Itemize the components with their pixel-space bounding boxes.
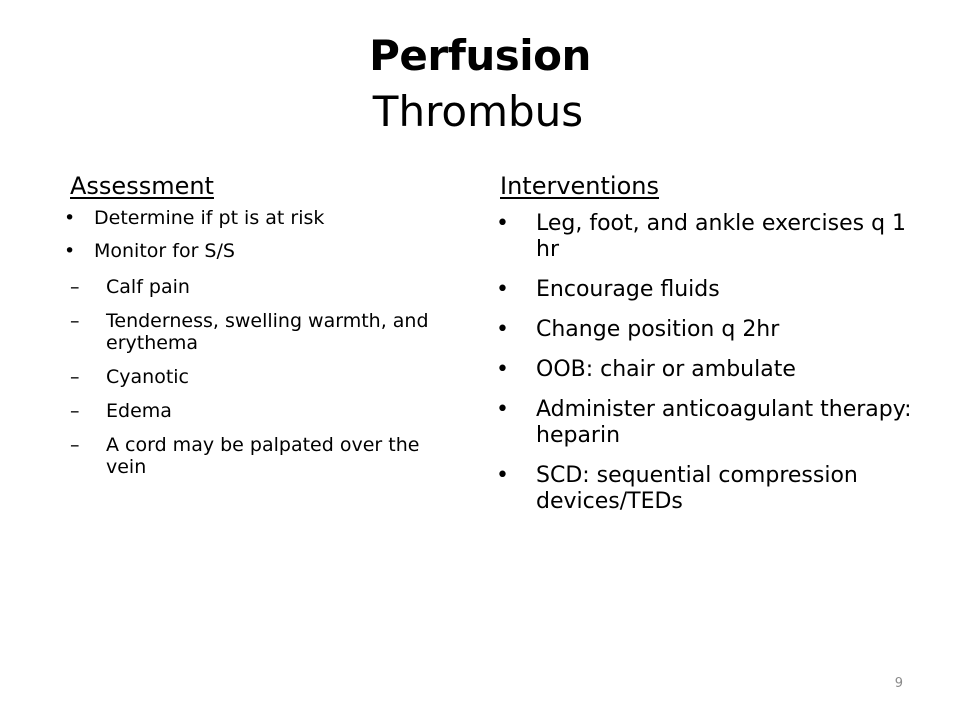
- assessment-column: [64, 170, 454, 478]
- bullet-icon: •: [496, 463, 509, 488]
- bullet-icon: •: [496, 397, 509, 422]
- dash-icon: –: [70, 310, 80, 332]
- sign-item-text: Calf pain: [106, 276, 190, 298]
- page-number: 9: [894, 676, 903, 691]
- assessment-heading: Assessment: [70, 172, 214, 200]
- intervention-item-text: SCD: sequential compression devices/TEDs: [536, 463, 858, 514]
- bullet-icon: •: [64, 207, 76, 229]
- assessment-list: [64, 206, 454, 263]
- sign-item: [64, 400, 454, 422]
- intervention-item: [496, 397, 926, 449]
- assessment-item-text: Determine if pt is at risk: [94, 207, 325, 229]
- slide-title-block: [0, 28, 960, 140]
- intervention-item-text: Leg, foot, and ankle exercises q 1 hr: [536, 211, 907, 262]
- intervention-item: [496, 463, 926, 515]
- bullet-icon: •: [496, 277, 509, 302]
- sign-item-text: Edema: [106, 400, 172, 422]
- bullet-icon: •: [496, 211, 509, 236]
- dash-icon: –: [70, 366, 80, 388]
- sign-item-text: Cyanotic: [106, 366, 189, 388]
- bullet-icon: •: [496, 357, 509, 382]
- sign-item: [64, 366, 454, 388]
- slide-subtitle: Thrombus: [372, 87, 584, 136]
- sign-item: [64, 310, 454, 354]
- sign-item-text: Tenderness, swelling warmth, and erythema: [106, 310, 429, 354]
- assessment-item: [64, 206, 454, 230]
- intervention-item: [496, 317, 926, 343]
- signs-symptoms-list: [64, 276, 454, 478]
- interventions-heading: Interventions: [500, 172, 659, 200]
- bullet-icon: •: [496, 317, 509, 342]
- assessment-item: [64, 239, 454, 263]
- intervention-item: [496, 277, 926, 303]
- intervention-item-text: Administer anticoagulant therapy: heparin: [536, 397, 912, 448]
- sign-item: [64, 434, 454, 478]
- interventions-list: [496, 211, 926, 515]
- dash-icon: –: [70, 276, 80, 298]
- intervention-item: [496, 357, 926, 383]
- sign-item-text: A cord may be palpated over the vein: [106, 434, 420, 478]
- intervention-item-text: OOB: chair or ambulate: [536, 357, 796, 382]
- intervention-item-text: Encourage fluids: [536, 277, 720, 302]
- dash-icon: –: [70, 400, 80, 422]
- intervention-item-text: Change position q 2hr: [536, 317, 780, 342]
- bullet-icon: •: [64, 240, 76, 262]
- dash-icon: –: [70, 434, 80, 456]
- intervention-item: [496, 211, 926, 263]
- assessment-item-text: Monitor for S/S: [94, 240, 235, 262]
- interventions-column: [496, 170, 926, 515]
- sign-item: [64, 276, 454, 298]
- slide-title: Perfusion: [369, 31, 591, 80]
